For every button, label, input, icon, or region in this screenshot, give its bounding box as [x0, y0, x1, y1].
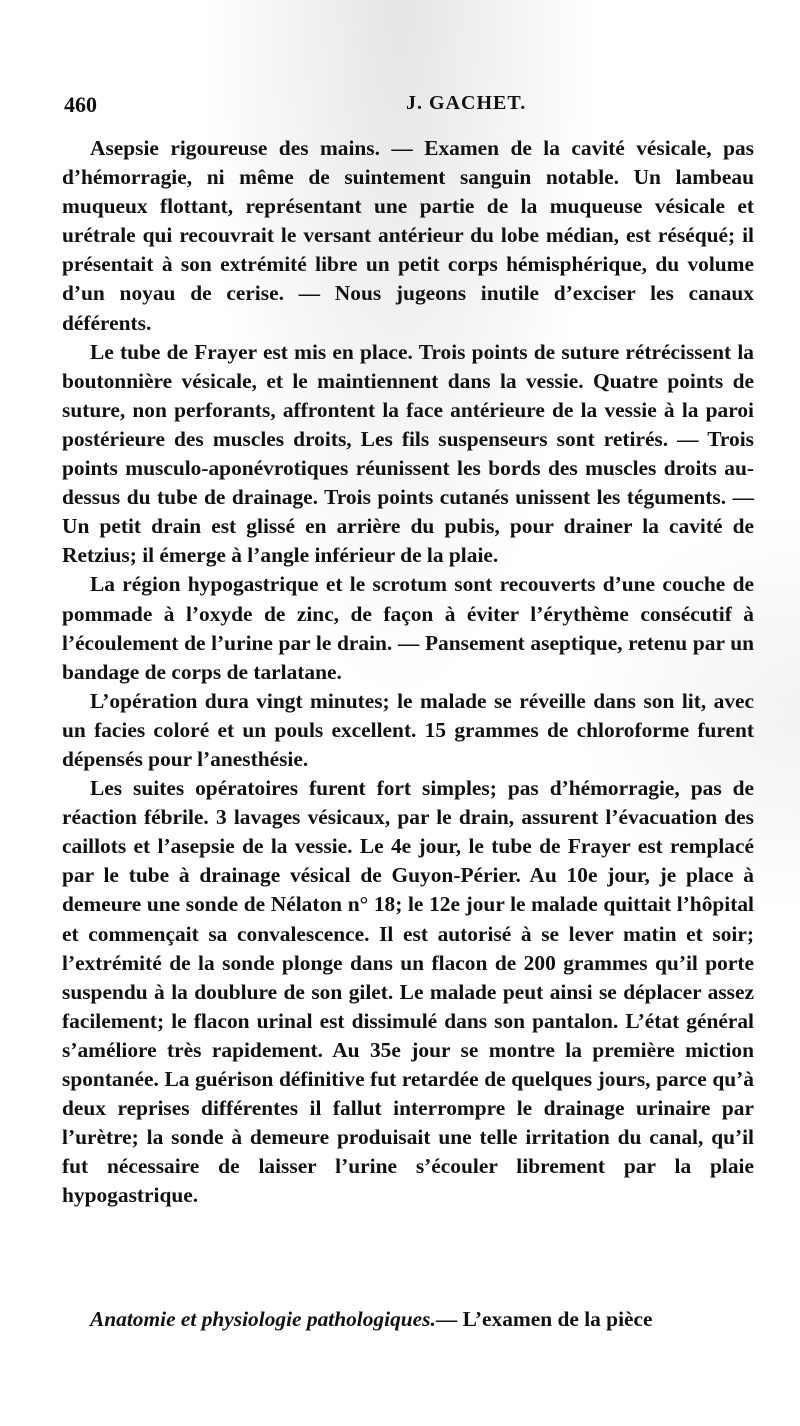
paragraph: L’opération dura vingt minutes; le malade se réveille dans son lit, avec un facies coloré et un pouls excellent. 15 grammes de chloroforme furent dépensés pour l’anesthésie. [62, 688, 754, 771]
paragraph: Les suites opératoires furent fort simples; pas d’hémorragie, pas de réaction fébrile. 3 lavages vésicaux, par le drain, assurent l’évacuation des caillots et l’asepsie de la vessie. Le 4e jour, le tube de Frayer est remplacé par le tube à drainage vésical de Guyon-Périer. Au 10e jour, je place à demeure une sonde de Nélaton n° 18; le 12e jour le malade quittait l’hôpital et commençait sa convalescence. Il est autorisé à se lever matin et soir; l’extrémité de la sonde plonge dans un flacon de 200 grammes qu’il porte suspendu à la doublure de son gilet. Le malade peut ainsi se déplacer assez facilement; le flacon urinal est dissimulé dans son pantalon. L’état général s’améliore très rapidement. Au 35e jour se montre la première miction spontanée. La guérison définitive fut retardée de quelques jours, parce qu’à deux reprises différentes il fallut interrompre le drainage urinaire par l’urètre; la sonde à demeure produisait une telle irritation du canal, qu’il fut nécessaire de laisser l’urine s’écouler librement par la plaie hypogastrique. [62, 776, 754, 1208]
page-number: 460 [64, 92, 97, 117]
page-header [62, 92, 762, 124]
paragraph: La région hypogastrique et le scrotum sont recouverts d’une couche de pommade à l’oxyde de zinc, de façon à éviter l’érythème consécutif à l’écoulement de l’urine par le drain. — Pansement aseptique, retenu par un bandage de corps de tarlatane. [62, 572, 754, 684]
section-title: Anatomie et physiologie pathologiques. [90, 1307, 436, 1331]
section-text: — L’examen de la pièce [435, 1307, 653, 1331]
body-text [62, 134, 754, 1210]
running-head: J. GACHET. [406, 92, 527, 114]
paragraph: Le tube de Frayer est mis en place. Trois points de suture rétrécissent la boutonnière vésicale, et le maintiennent dans la vessie. Quatre points de suture, non perforants, affrontent la face antérieure de la vessie à la paroi postérieure des muscles droits, Les fils suspenseurs sont retirés. — Trois points musculo-aponévrotiques réunissent les bords des muscles droits au-dessus du tube de drainage. Trois points cutanés unissent les téguments. — Un petit drain est glissé en arrière du pubis, pour drainer la cavité de Retzius; il émerge à l’angle inférieur de la plaie. [62, 339, 754, 568]
section-paragraph [62, 1305, 754, 1334]
paragraph: Asepsie rigoureuse des mains. — Examen de la cavité vésicale, pas d’hémorragie, ni même de suintement sanguin notable. Un lambeau muqueux flottant, représentant une partie de la muqueuse vésicale et urétrale qui recouvrait le versant antérieur du lobe médian, est réséqué; il présentait à son extrémité libre un petit corps hémisphérique, du volume d’un noyau de cerise. — Nous jugeons inutile d’exciser les canaux déférents. [62, 136, 754, 335]
